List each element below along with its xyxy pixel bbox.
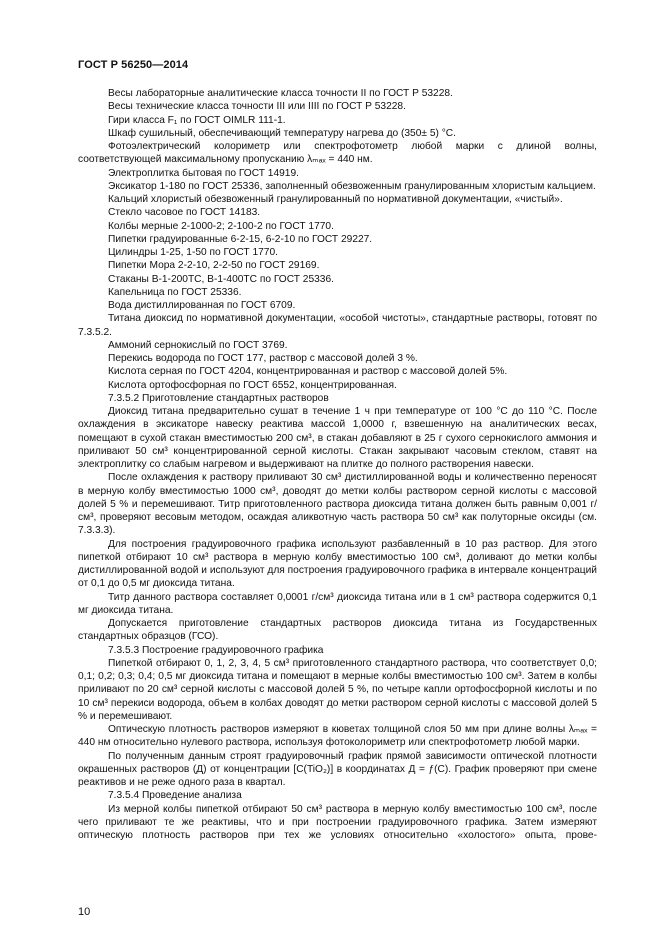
paragraph: Весы лабораторные аналитические класса точности II по ГОСТ Р 53228. [108,88,453,99]
paragraph: Гири класса F₁ по ГОСТ OIMLR 111-1. [108,114,286,126]
section-heading: 7.3.5.3 Построение градуировочного графика [108,644,324,656]
paragraph: Вода дистиллированная по ГОСТ 6709. [108,300,296,311]
paragraph: Стаканы В-1-200ТС, В-1-400ТС по ГОСТ 25336. [108,273,334,285]
paragraph: Пипетки градуированные 6-2-15, 6-2-10 по ГОСТ 29227. [108,233,373,245]
paragraph: Эксикатор 1-180 по ГОСТ 25336, заполненный обезвоженным гранулированным хлористым кальцием. [108,180,596,192]
paragraph: Из мерной колбы пипеткой отбирают 50 см³ раствора в мерную колбу вместимостью 100 см³, после чего приливают те же реактивы, что и при построении градуировочного графика. Затем измеряют оптическую плотность растворов при тех же условиях относительно «холостого» опыта, прове- [78,803,597,841]
paragraph: Пипеткой отбирают 0, 1, 2, 3, 4, 5 см³ приготовленного стандартного раствора, что соответствует 0,0; 0,1; 0,2; 0,3; 0,4; 0,5 мг диоксида титана и помещают в мерные колбы вместимостью 100 см³. Затем в колбы приливают по 20 см³ серной кислоты с массовой долей 5 %, по четыре капли ортофосфорной кислоты и по 10 см³ перекиси водорода, объем в колбах доводят до метки раствором серной кислоты с массовой долей 5 % и перемешивают. [78,657,597,722]
paragraph: Электроплитка бытовая по ГОСТ 14919. [108,167,299,179]
paragraph: Колбы мерные 2-1000-2; 2-100-2 по ГОСТ 1770. [108,220,334,232]
paragraph: Кислота ортофосфорная по ГОСТ 6552, концентрированная. [108,379,397,391]
paragraph: Для построения градуировочного графика используют разбавленный в 10 раз раствор. Для этого пипеткой отбирают 10 см³ раствора в мерную колбу вместимостью 100 см³, доливают до метки колбы дистиллированной водой и используют для построения градуировочного графика в интервале концентраций от 0,1 до 0,5 мг диоксида титана. [78,538,597,590]
paragraph: Диоксид титана предварительно сушат в течение 1 ч при температуре от 100 °С до 110 °С. После охлаждения в эксикаторе навеску реактива массой 1,0000 г, взвешенную на аналитических весах, помещают в сухой стакан вместимостью 200 см³, в стакан добавляют в 25 г сухого сернокислого аммония и приливают 50 см³ концентрированной серной кислоты. Стакан закрывают часовым стеклом, ставят на электроплитку со слабым нагревом и выдерживают на плитке до полного растворения навески. [78,406,597,470]
paragraph: По полученным данным строят градуировочный график прямой зависимости оптической плотности окрашенных растворов (Д) от концентрации [С(TiO₂)] в координатах Д = ƒ(С). График проверяют при смене реактивов и не реже одного раза в квартал. [78,750,597,788]
paragraph: Оптическую плотность растворов измеряют в кюветах толщиной слоя 50 мм при длине волны λₘₐₓ = 440 нм относительно нулевого раствора, используя фотоколориметр или спектрофотометр любой марки. [78,724,597,749]
section-heading: 7.3.5.4 Проведение анализа [108,790,242,802]
paragraph: Кислота серная по ГОСТ 4204, концентрированная и раствор с массовой долей 5%. [108,366,508,378]
document-body [78,87,597,842]
section-heading: 7.3.5.2 Приготовление стандартных растворов [108,392,329,404]
paragraph: Аммоний сернокислый по ГОСТ 3769. [108,339,288,351]
page-header: ГОСТ Р 56250—2014 [78,59,189,71]
paragraph: Шкаф сушильный, обеспечивающий температуру нагрева до (350± 5) °С. [108,127,456,139]
paragraph: Титана диоксид по нормативной документации, «особой чистоты», стандартные растворы, готовят по 7.3.5.2. [78,313,597,338]
paragraph: Капельница по ГОСТ 25336. [108,286,242,298]
page-number: 10 [78,906,91,918]
paragraph: Кальций хлористый обезвоженный гранулированный по нормативной документации, «чистый». [108,194,563,205]
paragraph: Весы технические класса точности III или IIII по ГОСТ Р 53228. [108,101,406,113]
paragraph: Титр данного раствора составляет 0,0001 г/см³ диоксида титана или в 1 см³ раствора содержится 0,1 мг диоксида титана. [78,591,597,616]
paragraph: Пипетки Мора 2-2-10, 2-2-50 по ГОСТ 29169. [108,260,320,272]
paragraph: Стекло часовое по ГОСТ 14183. [108,207,261,219]
paragraph: Фотоэлектрический колориметр или спектрофотометр любой марки с длиной волны, соответствующей максимальному пропусканию λₘₐₓ = 440 нм. [78,141,597,166]
paragraph: После охлаждения к раствору приливают 30 см³ дистиллированной воды и количественно переносят в мерную колбу вместимостью 1000 см³, доводят до метки колбы раствором серной кислоты с массовой долей 5 % и перемешивают. Титр приготовленного раствора диоксида титана должен быть равным 0,001 г/см³, проверяют весовым методом, осаждая аликвотную часть раствора 50 см³ как полуторные оксиды (см. 7.3.3.3). [78,472,597,537]
paragraph: Перекись водорода по ГОСТ 177, раствор с массовой долей 3 %. [108,353,418,364]
paragraph: Допускается приготовление стандартных растворов диоксида титана из Государственных стандартных образцов (ГСО). [78,618,597,643]
paragraph: Цилиндры 1-25, 1-50 по ГОСТ 1770. [108,247,278,258]
